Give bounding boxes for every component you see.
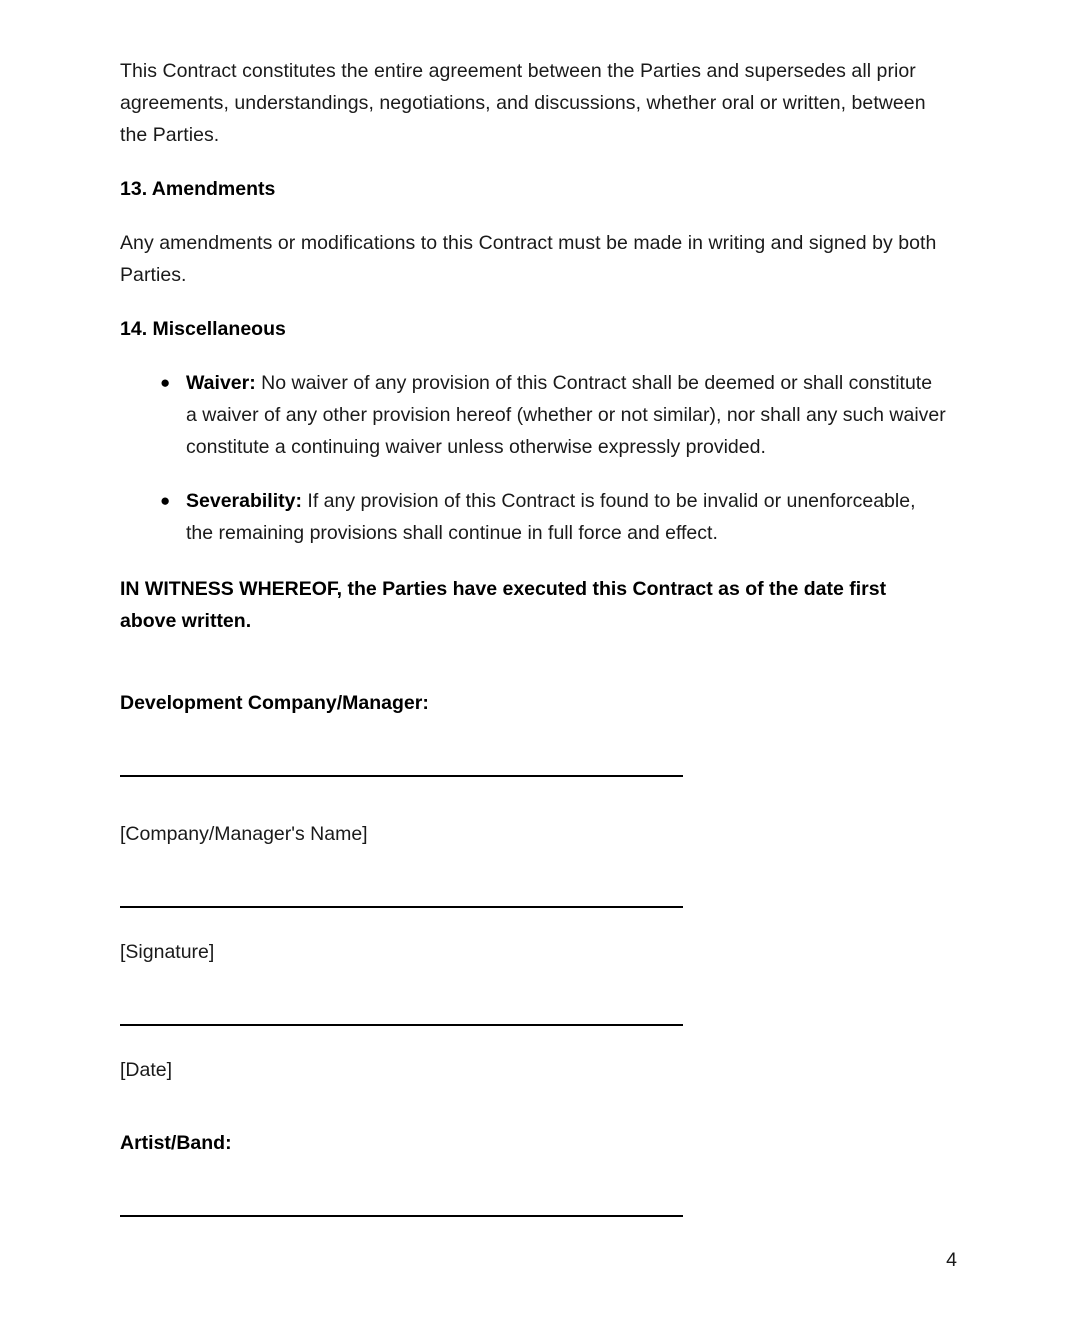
party-heading-development-company: Development Company/Manager: bbox=[120, 692, 429, 714]
intro-paragraph: This Contract constitutes the entire agreement between the Parties and supersedes all prior agreements, understandings, negotiations, and discussions, whether oral or written, between the Parties. bbox=[120, 60, 926, 146]
spacer bbox=[120, 1026, 946, 1054]
clause-text: If any provision of this Contract is found to be invalid or unenforceable, the remaining provisions shall continue in full force and effect. bbox=[186, 490, 916, 544]
witness-statement: IN WITNESS WHEREOF, the Parties have executed this Contract as of the date first above written. bbox=[120, 578, 887, 632]
signature-rule[interactable] bbox=[120, 1215, 683, 1217]
list-item bbox=[120, 485, 946, 549]
party-heading-artist-band: Artist/Band: bbox=[120, 1132, 232, 1154]
section-heading-miscellaneous: 14. Miscellaneous bbox=[120, 318, 286, 340]
clause-term: Waiver: bbox=[186, 372, 256, 394]
section-heading-amendments: 13. Amendments bbox=[120, 178, 276, 200]
amendments-paragraph: Any amendments or modifications to this Contract must be made in writing and signed by both Parties. bbox=[120, 232, 937, 286]
list-item bbox=[120, 367, 946, 463]
spacer bbox=[120, 1159, 946, 1215]
spacer bbox=[120, 850, 946, 906]
page-number: 4 bbox=[946, 1249, 957, 1271]
signature-field-label: [Date] bbox=[120, 1059, 173, 1081]
bullet-icon: ● bbox=[160, 491, 171, 510]
miscellaneous-clause-list bbox=[120, 367, 946, 549]
spacer bbox=[120, 968, 946, 1024]
spacer bbox=[120, 908, 946, 936]
document-body bbox=[120, 55, 946, 1217]
signature-block-date bbox=[120, 968, 946, 1086]
signature-field-label: [Signature] bbox=[120, 941, 215, 963]
signature-block-signature bbox=[120, 850, 946, 968]
signature-block-company-name bbox=[120, 719, 946, 850]
clause-text: No waiver of any provision of this Contract shall be deemed or shall constitute a waiver of any other provision hereof (whether or not similar), nor shall any such waiver constitute a continuing waiver unless otherwise expressly provided. bbox=[186, 372, 946, 458]
spacer bbox=[120, 659, 946, 687]
bullet-icon: ● bbox=[160, 373, 171, 392]
spacer bbox=[120, 777, 946, 818]
signature-field-label: [Company/Manager's Name] bbox=[120, 823, 368, 845]
spacer bbox=[120, 1086, 946, 1127]
signature-block-artist bbox=[120, 1159, 946, 1217]
clause-term: Severability: bbox=[186, 490, 302, 512]
spacer bbox=[120, 719, 946, 775]
